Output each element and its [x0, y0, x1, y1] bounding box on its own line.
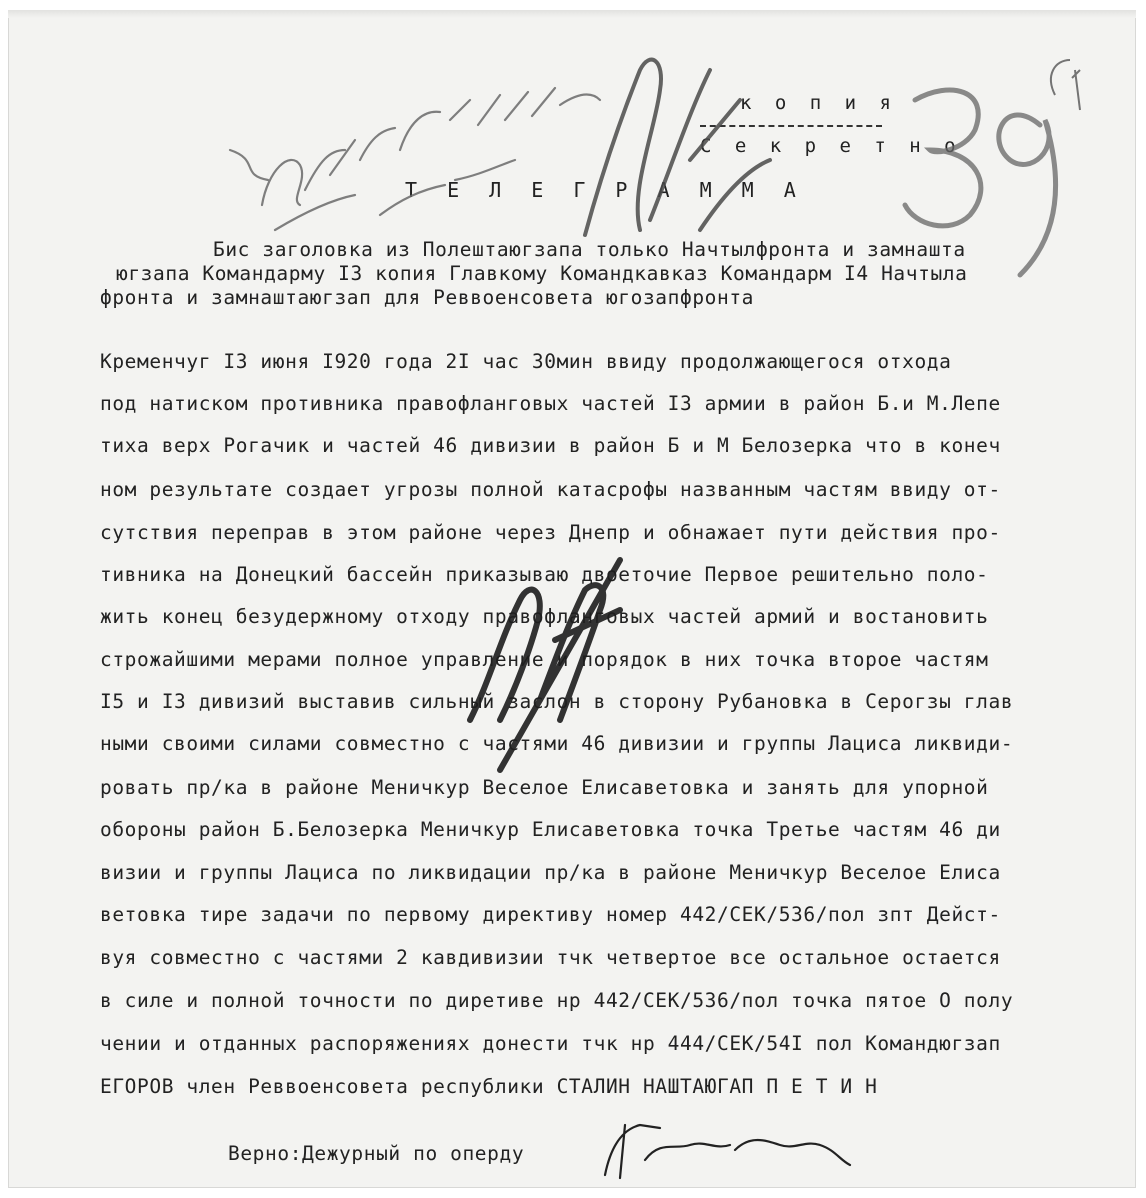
body-line-18: ЕГОРОВ член Реввоенсовета республики СТАЛИН НАШТАЮГАП П Е Т И Н: [100, 1075, 878, 1098]
body-line-15: вуя совместно с частями 2 кавдивизии тчк четвертое все остальное остается: [100, 946, 1001, 969]
address-line-1: Бис заголовка из Полештаюгзапа только Начтылфронта и замнашта: [213, 238, 966, 261]
body-line-4: ном результате создает угрозы полной катасрофы названным частям ввиду от-: [100, 478, 1001, 501]
header-dashed-rule: [700, 125, 882, 127]
copy-label: к о п и я: [740, 92, 897, 114]
body-line-14: ветовка тире задачи по первому директиву номер 442/СЕК/536/пол зпт Дейст-: [100, 903, 1001, 926]
body-line-11: ровать пр/ка в районе Меничкур Веселое Елисаветовка и занять для упорной: [100, 776, 989, 799]
address-line-2: югзапа Командарму I3 копия Главкому Командкавказ Командарм I4 Начтыла: [116, 262, 968, 285]
body-line-7: жить конец безудержному отходу правофланговых частей армий и востановить: [100, 605, 989, 628]
address-line-3: фронта и замнаштаюгзап для Реввоенсовета югозапфронта: [100, 286, 755, 309]
body-line-17: чении и отданных распоряжениях донести тчк нр 444/СЕК/54I пол Командюгзап: [100, 1032, 1001, 1055]
document-title: Т Е Л Е Г Р А М М А: [405, 178, 805, 202]
body-line-10: ными своими силами совместно с частями 46 дивизии и группы Лациса ликвиди-: [100, 732, 1014, 755]
body-line-5: сутствия переправ в этом районе через Днепр и обнажает пути действия про-: [100, 521, 1001, 544]
body-line-13: визии и группы Лациса по ликвидации пр/ка в районе Меничкур Веселое Елиса: [100, 861, 1001, 884]
body-line-1: Кременчуг I3 июня I920 года 2I час 30мин ввиду продолжающегося отхода: [100, 350, 952, 373]
secret-label: С е к р е т н о: [700, 135, 962, 157]
verified-label: Верно:Дежурный по оперду: [228, 1142, 525, 1165]
body-line-6: тивника на Донецкий бассейн приказываю двоеточие Первое решительно поло-: [100, 563, 989, 586]
body-line-9: I5 и I3 дивизий выставив сильный заслон в сторону Рубановка в Серогзы глав: [100, 690, 1014, 713]
body-line-16: в силе и полной точности по диретиве нр 442/СЕК/536/пол точка пятое О полу: [100, 989, 1014, 1012]
body-line-3: тиха верх Рогачик и частей 46 дивизии в район Б и М Белозерка что в конеч: [100, 434, 1001, 457]
body-line-2: под натиском противника правофланговых частей I3 армии в район Б.и М.Лепе: [100, 392, 1001, 415]
body-line-8: строжайшими мерами полное управление и порядок в них точка второе частям: [100, 648, 989, 671]
body-line-12: обороны район Б.Белозерка Меничкур Елисаветовка точка Третье частям 46 ди: [100, 818, 1001, 841]
sheet-top-edge: [8, 10, 1136, 18]
